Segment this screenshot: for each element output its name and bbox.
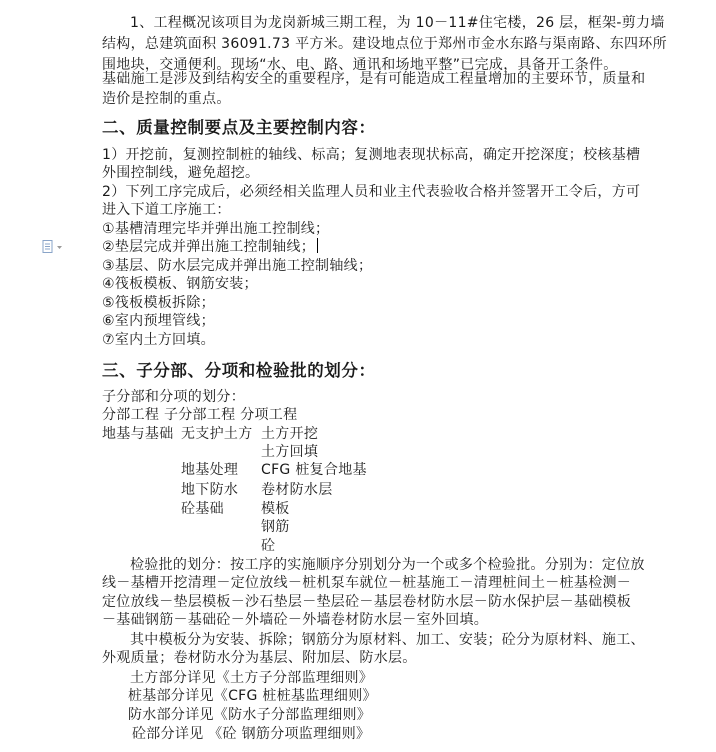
inspection-line-4: －基础钢筋－基础砼－外墙砼－外墙卷材防水层－室外回填。	[102, 612, 489, 628]
document-paragraph-icon[interactable]	[42, 239, 64, 253]
sub-item-2: 土方回填	[261, 444, 319, 460]
reference-concrete: 砼部分详见 《砼 钢筋分项监理细则》	[132, 726, 371, 742]
text-cursor	[317, 238, 318, 253]
division-label: 子分部和分项的划分：	[102, 389, 245, 405]
step-2-text: ②垫层完成并弹出施工控制轴线；	[102, 239, 316, 255]
sub-division-5: 砼基础	[181, 501, 224, 517]
intro-line-3: 围地块，交通便利。现场“水、电、路、通讯和场地平整”已完成，具备开工条件。	[102, 57, 618, 73]
sub-item-3: CFG 桩复合地基	[261, 462, 367, 478]
section-heading-quality-control: 二、质量控制要点及主要控制内容：	[102, 118, 376, 137]
section-heading-division: 三、子分部、分项和检验批的划分：	[102, 361, 376, 380]
intro-line-1: 1、工程概况该项目为龙岗新城三期工程，为 10－11#住宅楼，26 层，框架-剪力墙	[130, 15, 665, 31]
step-4: ④筏板模板、钢筋安装；	[102, 276, 258, 292]
inspection-line-3: 定位放线－垫层模板－沙石垫层－垫层砼－基层卷材防水层－防水保护层－基础模板	[102, 594, 632, 610]
sub-item-1: 土方开挖	[261, 426, 319, 442]
sub-division-4: 地下防水	[181, 482, 239, 498]
intro-line-4: 基础施工是涉及到结构安全的重要程序，是有可能造成工程量增加的主要环节，质量和	[102, 71, 646, 87]
item1-line-1: 1）开挖前，复测控制桩的轴线、标高；复测地表现状标高，确定开挖深度；校核基槽	[102, 147, 641, 163]
reference-earthwork: 土方部分详见《土方子分部监理细则》	[130, 670, 374, 686]
item2-line-2: 进入下道工序施工：	[102, 202, 231, 218]
sub-item-6: 钢筋	[261, 519, 290, 535]
item2-line-1: 2）下列工序完成后，必须经相关监理人员和业主代表验收合格并签署开工令后，方可	[102, 184, 641, 200]
step-3: ③基层、防水层完成并弹出施工控制轴线；	[102, 258, 373, 274]
inspection-line-2: 线－基槽开挖清理－定位放线－桩机泵车就位－桩基施工－清理桩间土－桩基检测－	[102, 575, 632, 591]
item1-line-2: 外围控制线，避免超挖。	[102, 165, 260, 181]
intro-line-5: 造价是控制的重点。	[102, 91, 231, 107]
step-7: ⑦室内土方回填。	[102, 332, 215, 348]
sub-item-4: 卷材防水层	[261, 482, 333, 498]
reference-waterproof: 防水部分详见《防水子分部监理细则》	[128, 707, 372, 723]
sub-division-3: 地基处理	[181, 462, 239, 478]
inspection-line-1: 检验批的划分：按工序的实施顺序分别划分为一个或多个检验批。分别为：定位放	[130, 557, 645, 573]
division-name: 地基与基础	[102, 426, 174, 442]
step-6: ⑥室内预埋管线；	[102, 313, 215, 329]
sub-item-7: 砼	[261, 538, 276, 554]
sub-item-5: 模板	[261, 501, 290, 517]
step-1: ①基槽清理完毕并弹出施工控制线；	[102, 221, 330, 237]
sub-division-1: 无支护土方	[181, 426, 253, 442]
step-5: ⑤筏板模板拆除；	[102, 295, 215, 311]
intro-line-2: 结构，总建筑面积 36091.73 平方米。建设地点位于郑州市金水东路与渠南路、东四环所	[102, 36, 667, 52]
reference-pile: 桩基部分详见《CFG 桩桩基监理细则》	[128, 688, 377, 704]
division-table-header: 分部工程 子分部工程 分项工程	[102, 407, 298, 423]
breakdown-line-2: 外观质量；卷材防水分为基层、附加层、防水层。	[102, 650, 417, 666]
breakdown-line-1: 其中模板分为安装、拆除；钢筋分为原材料、加工、安装；砼分为原材料、施工、	[130, 632, 645, 648]
step-2	[102, 237, 318, 257]
